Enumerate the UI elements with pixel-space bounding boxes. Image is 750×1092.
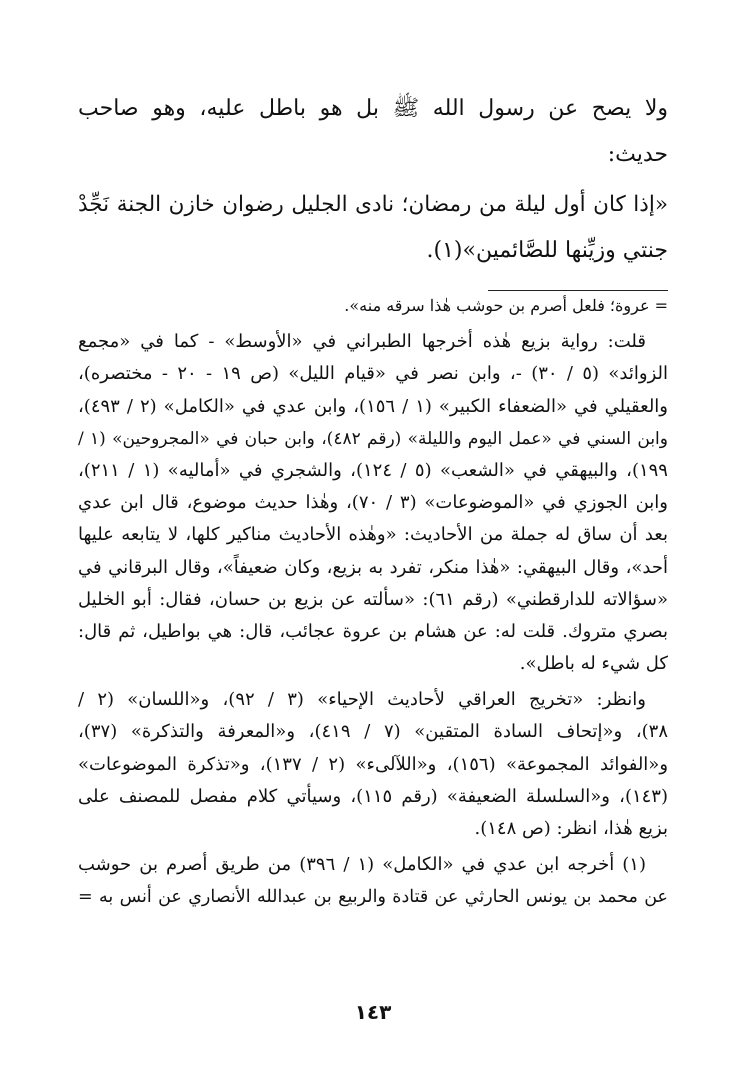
- footnote-line: كل شيء له باطل».: [519, 653, 668, 675]
- footnote-1: (١) أخرجه ابن عدي في «الكامل» (١ / ٣٩٦) من طريق أصرم بن حوشب: [78, 854, 646, 876]
- hadith-quote-line: «إذا كان أول ليلة من رمضان؛ نادى الجليل رضوان خازن الجنة نَجِّدْ: [78, 192, 668, 217]
- footnotes: [78, 290, 668, 914]
- page-number: ١٤٣: [354, 1000, 392, 1024]
- footnote-line: بصري متروك. قلت له: عن هشام بن عروة عجائب، قال: هي بواطيل، ثم قال:: [78, 620, 668, 642]
- footnote-line: «سؤالاته للدارقطني» (رقم ٦١): «سألته عن بزيع بن حسان، فقال: أبو الخليل: [78, 588, 669, 610]
- book-page: [78, 0, 668, 1092]
- footnote-line: بعد أن ساق له جملة من الأحاديث: «وهٰذه الأحاديث مناكير كلها، لا يتابعه عليها: [78, 524, 668, 546]
- footnote-line: بزيع هٰذا، انظر: (ص ١٤٨).: [474, 818, 668, 839]
- footnote-line: قلت: رواية بزيع هٰذه أخرجها الطبراني في «الأوسط» - كما في «مجمع: [78, 331, 646, 353]
- footnote-line: والعقيلي في «الضعفاء الكبير» (١ / ١٥٦)، وابن عدي في «الكامل» (٢ / ٤٩٣)،: [78, 395, 669, 417]
- footnote-line: و«الفوائد المجموعة» (١٥٦)، و«اللآلىء» (٢ / ١٣٧)، و«تذكرة الموضوعات»: [78, 753, 669, 775]
- footnote-line: الزوائد» (٥ / ٣٠) -، وابن نصر في «قيام الليل» (ص ١٩ - ٢٠ - مختصره)،: [78, 363, 669, 385]
- main-text: [78, 86, 668, 274]
- footnote-line: وانظر: «تخريج العراقي لأحاديث الإحياء» (٣ / ٩٢)، و«اللسان» (٢ /: [78, 689, 646, 711]
- footnote-line: (١٤٣)، و«السلسلة الضعيفة» (رقم ١١٥)، وسيأتي كلام مفصل للمصنف على: [78, 785, 669, 807]
- footnote-1-line: عن محمد بن يونس الحارثي عن قتادة والربيع بن عبدالله الأنصاري عن أنس به =: [78, 887, 668, 908]
- main-text-line: ولا يصح عن رسول الله ﷺ بل هو باطل عليه، وهو صاحب: [78, 96, 668, 121]
- main-text-line: حديث:: [607, 142, 668, 167]
- footnote-line: أحد»، وقال البيهقي: «هٰذا منكر، تفرد به بزيع، وكان ضعيفاً»، وقال البرقاني في: [78, 556, 668, 578]
- hadith-quote-line: جنتي وزيِّنها للصَّائمين»(١).: [426, 238, 668, 263]
- footnote-line: وابن السني في «عمل اليوم والليلة» (رقم ٤٨٢)، وابن حبان في «المجروحين» (١ /: [78, 428, 668, 449]
- footnote-continuation: = عروة؛ فلعل أصرم بن حوشب هٰذا سرقه منه».: [344, 296, 668, 315]
- footnote-line: ١٩٩)، والبيهقي في «الشعب» (٥ / ١٢٤)، والشجري في «أماليه» (١ / ٢١١)،: [78, 459, 668, 481]
- footnote-line: ٣٨)، و«إتحاف السادة المتقين» (٧ / ٤١٩)، و«المعرفة والتذكرة» (٣٧)،: [78, 721, 668, 743]
- footnote-line: وابن الجوزي في «الموضوعات» (٣ / ٧٠)، وهٰذا حديث موضوع، قال ابن عدي: [78, 492, 669, 514]
